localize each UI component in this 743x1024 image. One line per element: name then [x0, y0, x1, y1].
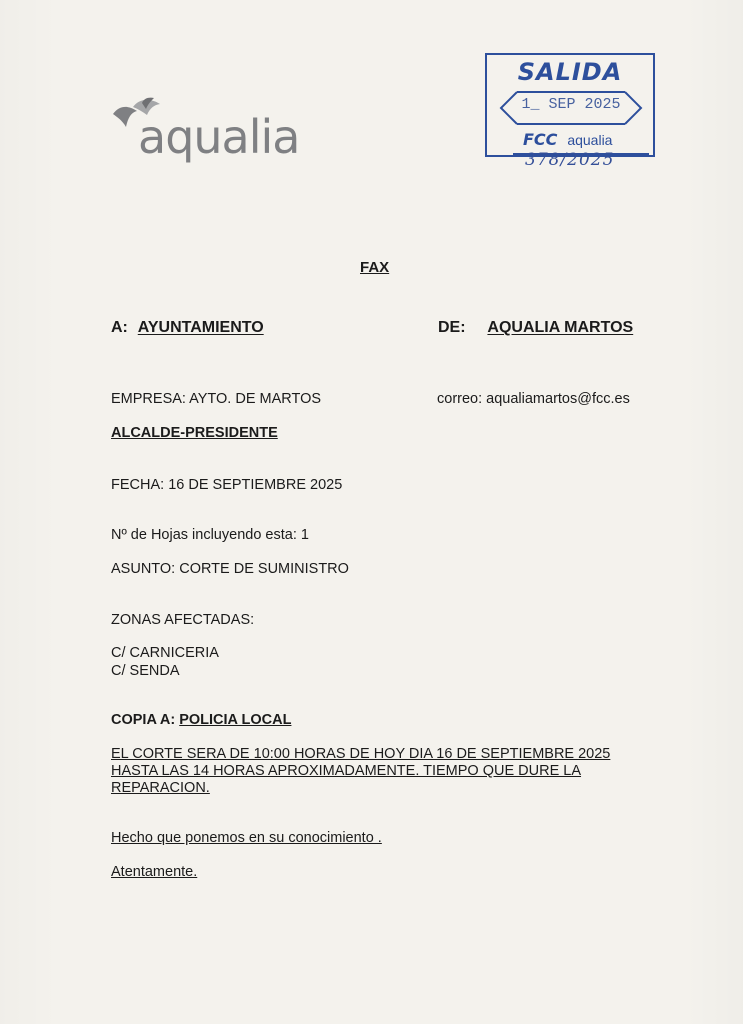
- document-title: FAX: [360, 259, 390, 276]
- fcc-logo-text: FCC: [523, 130, 558, 149]
- company-line: EMPRESA: AYTO. DE MARTOS: [111, 391, 322, 407]
- stamp-title: SALIDA: [517, 58, 623, 86]
- recipient-role: ALCALDE-PRESIDENTE: [111, 425, 278, 441]
- closing-sentence: Hecho que ponemos en su conocimiento .: [111, 830, 382, 846]
- affected-zone-item: C/ SENDA: [111, 663, 180, 679]
- logo-wordmark: aqualia: [138, 110, 300, 164]
- email-line: correo: aqualiamartos@fcc.es: [437, 391, 630, 407]
- sender-line: [438, 318, 633, 337]
- sender-value: AQUALIA MARTOS: [487, 319, 634, 336]
- date-line: FECHA: 16 DE SEPTIEMBRE 2025: [111, 477, 343, 493]
- copy-value: POLICIA LOCAL: [179, 712, 292, 728]
- sign-off: Atentamente.: [111, 864, 198, 880]
- affected-zones-label: ZONAS AFECTADAS:: [111, 612, 255, 628]
- sender-label: DE:: [438, 319, 466, 336]
- service-interruption-notice: [111, 746, 651, 797]
- affected-zone-item: C/ CARNICERIA: [111, 645, 219, 661]
- notice-line: EL CORTE SERA DE 10:00 HORAS DE HOY DIA 16 DE SEPTIEMBRE 2025: [111, 746, 611, 762]
- outgoing-stamp: [485, 53, 655, 157]
- aqualia-logo: [108, 96, 298, 186]
- notice-line: HASTA LAS 14 HORAS APROXIMADAMENTE. TIEMPO QUE DURE LA: [111, 763, 582, 780]
- stamp-aqualia-text: aqualia: [567, 132, 613, 148]
- page-count-line: Nº de Hojas incluyendo esta: 1: [111, 527, 309, 543]
- subject-line: ASUNTO: CORTE DE SUMINISTRO: [111, 561, 349, 577]
- stamp-brand: [523, 130, 612, 149]
- recipient-label: A:: [111, 319, 128, 336]
- recipient-value: AYUNTAMIENTO: [137, 319, 264, 336]
- stamp-registration-number: 378/2025: [525, 150, 615, 170]
- recipient-line: [111, 318, 264, 337]
- stamp-date: 1_ SEP 2025: [521, 96, 621, 113]
- notice-line: REPARACION.: [111, 780, 210, 797]
- copy-line: [111, 712, 291, 729]
- copy-label: COPIA A:: [111, 712, 176, 728]
